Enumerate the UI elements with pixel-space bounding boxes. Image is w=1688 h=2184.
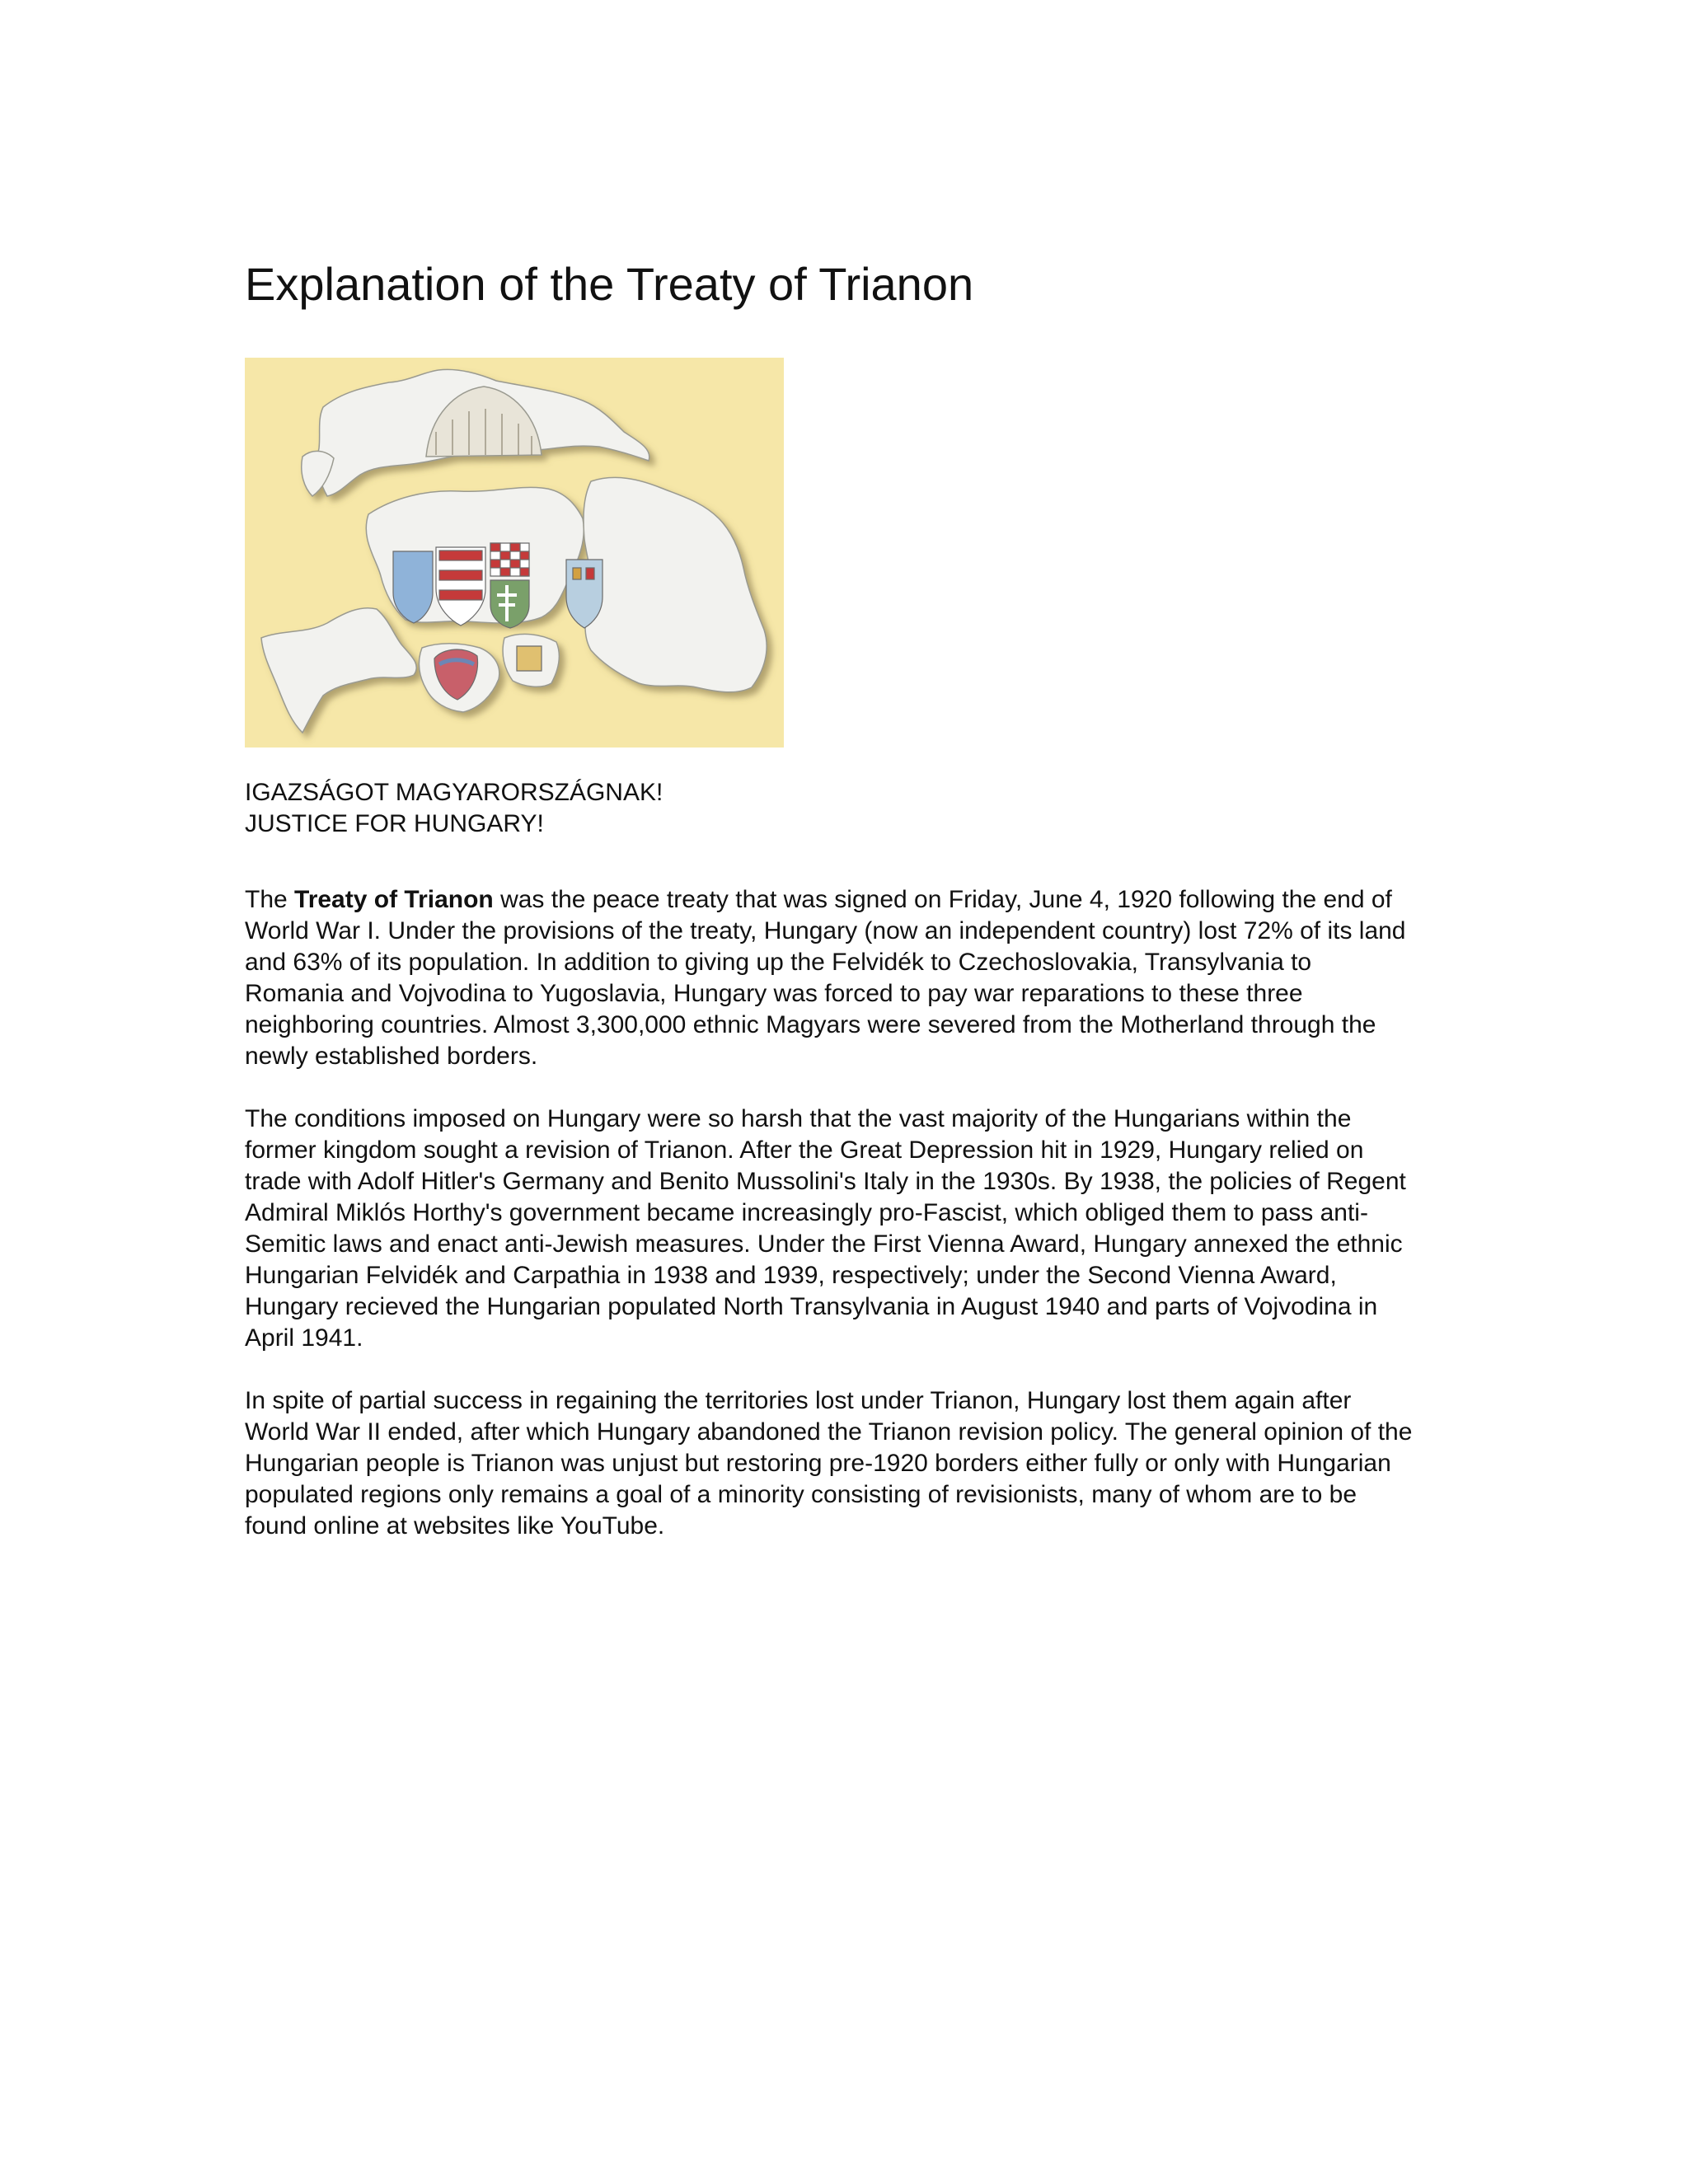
slogan-english: JUSTICE FOR HUNGARY! (245, 810, 544, 837)
fragmented-hungary-map-image (245, 358, 784, 748)
paragraph-2: The conditions imposed on Hungary were so harsh that the vast majority of the Hungarians within the former kingdom sought a revision of Trianon. After the Great Depression hit in 1929, Hungary relied on trade with Adolf Hitler's Germany and Benito Mussolini's Italy in the 1930s. By 1938, the policies of Regent Admiral Miklós Horthy's government became increasingly pro-Fascist, which obliged them to pass anti-Semitic laws and enact anti-Jewish measures. Under the First Vienna Award, Hungary annexed the ethnic Hungarian Felvidék and Carpathia in 1938 and 1939, respectively; under the Second Vienna Award, Hungary recieved the Hungarian populated North Transylvania in August 1940 and parts of Vojvodina in April 1941. (245, 1105, 1406, 1352)
document-page (245, 251, 1481, 1573)
paragraph-1-text: was the peace treaty that was signed on Friday, June 4, 1920 following the end of World War I. Under the provisions of the treaty, Hungary (now an independent country) lost 72% of its land and 63% of its population. In addition to giving up the Felvidék to Czechoslovakia, Transylvania to Romania and Vojvodina to Yugoslavia, Hungary was forced to pay war reparations to these three neighboring countries. Almost 3,300,000 ethnic Magyars were severed from the Motherland through the newly established borders. (245, 886, 1406, 1070)
treaty-name-bold: Treaty of Trianon (294, 886, 494, 913)
paragraph-1 (245, 884, 1415, 1072)
paragraph-1-intro: The (245, 886, 295, 913)
page-title: Explanation of the Treaty of Trianon (245, 258, 974, 310)
article-body (245, 884, 1415, 1542)
paragraph-3: In spite of partial success in regaining the territories lost under Trianon, Hungary lost them again after World War II ended, after which Hungary abandoned the Trianon revision policy. The general opinion of the Hungarian people is Trianon was unjust but restoring pre-1920 borders either fully or only with Hungarian populated regions only remains a goal of a minority consisting of revisionists, many of whom are to be found online at websites like YouTube. (245, 1387, 1413, 1540)
broken-map-illustration (245, 358, 784, 748)
slogan-block (245, 777, 1481, 840)
slogan-hungarian: IGAZSÁGOT MAGYARORSZÁGNAK! (245, 779, 663, 806)
